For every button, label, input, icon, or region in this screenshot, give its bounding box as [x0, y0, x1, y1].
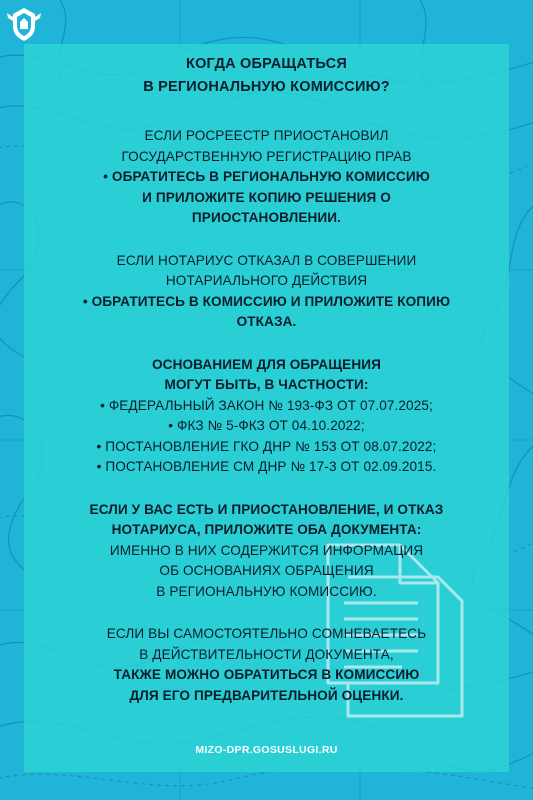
- page-title: [24, 53, 509, 99]
- list-item: • ПОСТАНОВЛЕНИЕ СМ ДНР № 17-3 ОТ 02.09.2015.: [96, 459, 437, 474]
- website-link[interactable]: MIZO-DPR.GOSUSLUGI.RU: [195, 744, 338, 756]
- text-line: В ДЕЙСТВИТЕЛЬНОСТИ ДОКУМЕНТА,: [139, 646, 394, 662]
- text-line: НОТАРИУСА, ПРИЛОЖИТЕ ОБА ДОКУМЕНТА:: [111, 522, 422, 537]
- section-legal-basis: [24, 355, 509, 478]
- text-line: • ОБРАТИТЕСЬ В КОМИССИЮ И ПРИЛОЖИТЕ КОПИЮ: [82, 293, 451, 309]
- text-line: ЕСЛИ ВЫ САМОСТОЯТЕЛЬНО СОМНЕВАЕТЕСЬ: [106, 626, 427, 641]
- section-suspension: [24, 126, 509, 229]
- text-line: ГОСУДАРСТВЕННУЮ РЕГИСТРАЦИЮ ПРАВ: [121, 148, 412, 164]
- text-line: ОСНОВАНИЕМ ДЛЯ ОБРАЩЕНИЯ: [152, 356, 381, 372]
- text-line: • ОБРАТИТЕСЬ В РЕГИОНАЛЬНУЮ КОМИССИЮ: [103, 169, 430, 184]
- text-line: ЕСЛИ НОТАРИУС ОТКАЗАЛ В СОВЕРШЕНИИ: [116, 252, 417, 268]
- content: [24, 53, 509, 706]
- text-line: В РЕГИОНАЛЬНУЮ КОМИССИЮ.: [156, 583, 377, 599]
- text-line: МОГУТ БЫТЬ, В ЧАСТНОСТИ:: [164, 377, 369, 392]
- text-line: ОТКАЗА.: [236, 314, 297, 329]
- list-item: • ФКЗ № 5-ФКЗ ОТ 04.10.2022;: [168, 418, 365, 433]
- text-line: ПРИОСТАНОВЛЕНИИ.: [191, 210, 342, 225]
- text-line: НОТАРИАЛЬНОГО ДЕЙСТВИЯ: [165, 273, 368, 288]
- text-line: ТАКЖЕ МОЖНО ОБРАТИТЬСЯ В КОМИССИЮ: [113, 667, 420, 682]
- text-line: И ПРИЛОЖИТЕ КОПИЮ РЕШЕНИЯ О: [142, 189, 391, 205]
- section-notary-refusal: [24, 251, 509, 333]
- rosreestr-emblem-icon: [5, 5, 43, 43]
- text-line: ЕСЛИ У ВАС ЕСТЬ И ПРИОСТАНОВЛЕНИЕ, И ОТКАЗ: [89, 501, 444, 517]
- title-line: КОГДА ОБРАЩАТЬСЯ: [186, 56, 347, 72]
- text-line: ЕСЛИ РОСРЕЕСТР ПРИОСТАНОВИЛ: [144, 128, 389, 143]
- section-doubts: [24, 624, 509, 706]
- text-line: ИМЕННО В НИХ СОДЕРЖИТСЯ ИНФОРМАЦИЯ: [109, 542, 424, 558]
- text-line: ДЛЯ ЕГО ПРЕДВАРИТЕЛЬНОЙ ОЦЕНКИ.: [129, 687, 404, 703]
- list-item: • ПОСТАНОВЛЕНИЕ ГКО ДНР № 153 ОТ 08.07.2022;: [96, 438, 437, 454]
- list-item: • ФЕДЕРАЛЬНЫЙ ЗАКОН № 193-ФЗ ОТ 07.07.2025;: [100, 397, 433, 413]
- section-both-documents: [24, 500, 509, 603]
- title-line: В РЕГИОНАЛЬНУЮ КОМИССИЮ?: [143, 79, 390, 95]
- text-line: ОБ ОСНОВАНИЯХ ОБРАЩЕНИЯ: [159, 563, 374, 578]
